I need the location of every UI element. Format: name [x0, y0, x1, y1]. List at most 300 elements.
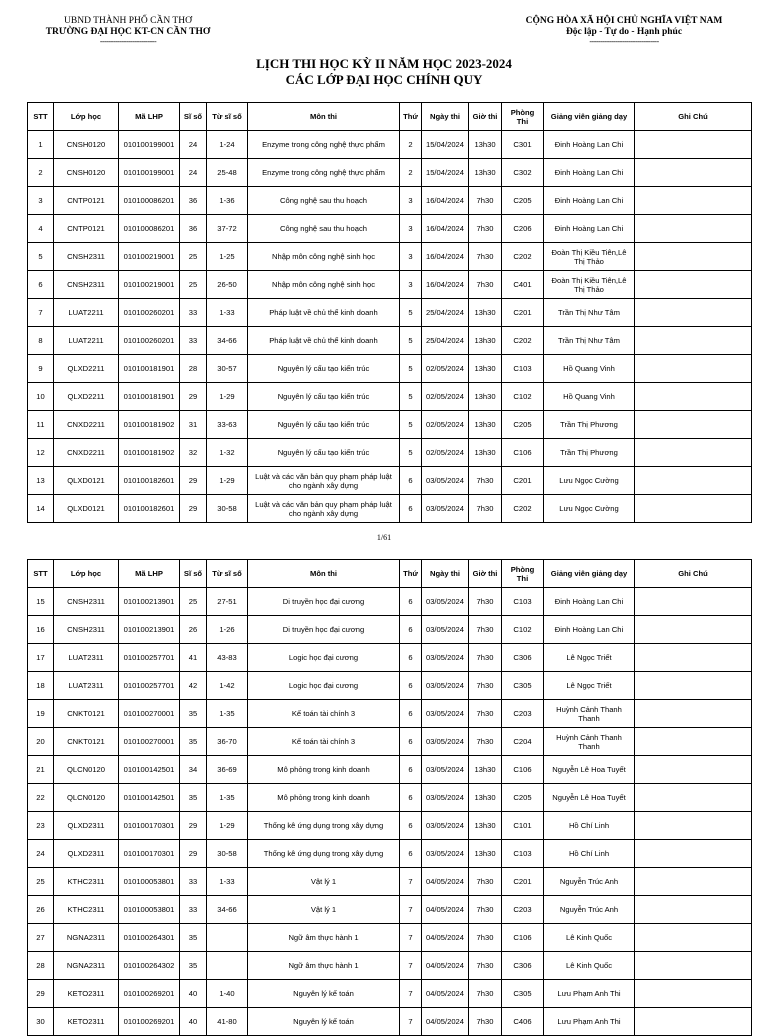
column-header: STT	[28, 560, 54, 588]
subject-cell: Enzyme trong công nghệ thực phẩm	[248, 131, 400, 159]
note-cell	[635, 644, 752, 672]
subject-cell: Kế toán tài chính 3	[248, 700, 400, 728]
exam-date-cell: 02/05/2024	[422, 439, 469, 467]
stt-cell: 27	[28, 924, 54, 952]
national-header	[500, 16, 748, 46]
exam-date-cell: 03/05/2024	[422, 784, 469, 812]
document-subtitle: CÁC LỚP ĐẠI HỌC CHÍNH QUY	[285, 72, 483, 87]
stt-cell: 28	[28, 952, 54, 980]
note-cell	[635, 868, 752, 896]
course-code-cell: 010100053801	[119, 868, 180, 896]
column-header: Ghi Chú	[635, 103, 752, 131]
subject-cell: Nhập môn công nghệ sinh học	[248, 243, 400, 271]
course-code-cell: 010100181902	[119, 411, 180, 439]
subject-cell: Vật lý 1	[248, 896, 400, 924]
class-cell: QLCN0120	[54, 784, 119, 812]
column-header: Phòng Thi	[502, 103, 544, 131]
room-cell: C204	[502, 728, 544, 756]
city-committee-name: UBND THÀNH PHỐ CẦN THƠ	[64, 16, 192, 26]
lecturer-cell: Trần Thị Như Tâm	[544, 327, 635, 355]
class-cell: CNKT0121	[54, 700, 119, 728]
exam-time-cell: 7h30	[469, 672, 502, 700]
table-row	[28, 868, 752, 896]
subject-cell: Logic học đại cương	[248, 672, 400, 700]
stt-cell: 10	[28, 383, 54, 411]
note-cell	[635, 896, 752, 924]
seat-range-cell: 1-29	[207, 812, 248, 840]
note-cell	[635, 243, 752, 271]
lecturer-cell: Hồ Chí Linh	[544, 812, 635, 840]
subject-cell: Thống kê ứng dụng trong xây dựng	[248, 812, 400, 840]
seat-range-cell: 1-40	[207, 980, 248, 1008]
table-row	[28, 299, 752, 327]
stt-cell: 12	[28, 439, 54, 467]
weekday-cell: 7	[400, 924, 422, 952]
weekday-cell: 5	[400, 327, 422, 355]
column-header: Thứ	[400, 103, 422, 131]
course-code-cell: 010100270001	[119, 700, 180, 728]
exam-time-cell: 13h30	[469, 439, 502, 467]
table-row	[28, 411, 752, 439]
column-header: Giờ thi	[469, 560, 502, 588]
weekday-cell: 3	[400, 271, 422, 299]
exam-date-cell: 16/04/2024	[422, 187, 469, 215]
table-row	[28, 159, 752, 187]
note-cell	[635, 672, 752, 700]
seat-range-cell: 43-83	[207, 644, 248, 672]
seat-range-cell: 1-33	[207, 299, 248, 327]
note-cell	[635, 756, 752, 784]
table-row	[28, 812, 752, 840]
course-code-cell: 010100199001	[119, 131, 180, 159]
lecturer-cell: Đinh Hoàng Lan Chi	[544, 131, 635, 159]
university-name: TRƯỜNG ĐẠI HỌC KT-CN CẦN THƠ	[45, 27, 211, 37]
table-row	[28, 756, 752, 784]
stt-cell: 24	[28, 840, 54, 868]
exam-date-cell: 04/05/2024	[422, 868, 469, 896]
stt-cell: 25	[28, 868, 54, 896]
column-header: Giờ thi	[469, 103, 502, 131]
enrollment-cell: 35	[180, 700, 207, 728]
subject-cell: Enzyme trong công nghệ thực phẩm	[248, 159, 400, 187]
column-header: Ngày thi	[422, 560, 469, 588]
seat-range-cell: 36-70	[207, 728, 248, 756]
stt-cell: 22	[28, 784, 54, 812]
exam-date-cell: 16/04/2024	[422, 243, 469, 271]
lecturer-cell: Đinh Hoàng Lan Chi	[544, 588, 635, 616]
table-header-row	[28, 103, 752, 131]
table-row	[28, 187, 752, 215]
lecturer-cell: Lưu Phạm Anh Thi	[544, 980, 635, 1008]
class-cell: KETO2311	[54, 980, 119, 1008]
exam-time-cell: 13h30	[469, 355, 502, 383]
room-cell: C106	[502, 756, 544, 784]
exam-schedule-table-page-1	[27, 102, 752, 523]
column-header: STT	[28, 103, 54, 131]
seat-range-cell: 33-63	[207, 411, 248, 439]
subject-cell: Mô phỏng trong kinh doanh	[248, 784, 400, 812]
exam-date-cell: 03/05/2024	[422, 616, 469, 644]
enrollment-cell: 42	[180, 672, 207, 700]
class-cell: KTHC2311	[54, 896, 119, 924]
exam-date-cell: 04/05/2024	[422, 1008, 469, 1036]
stt-cell: 1	[28, 131, 54, 159]
lecturer-cell: Trần Thị Phương	[544, 411, 635, 439]
room-cell: C106	[502, 924, 544, 952]
exam-date-cell: 03/05/2024	[422, 812, 469, 840]
lecturer-cell: Đinh Hoàng Lan Chi	[544, 159, 635, 187]
enrollment-cell: 29	[180, 495, 207, 523]
class-cell: KETO2311	[54, 1008, 119, 1036]
stt-cell: 4	[28, 215, 54, 243]
table-row	[28, 355, 752, 383]
table-row	[28, 616, 752, 644]
table-row	[28, 672, 752, 700]
course-code-cell: 010100170301	[119, 840, 180, 868]
room-cell: C406	[502, 1008, 544, 1036]
subject-cell: Luật và các văn bản quy phạm pháp luật cho ngành xây dựng	[248, 495, 400, 523]
exam-time-cell: 13h30	[469, 159, 502, 187]
table-row	[28, 243, 752, 271]
seat-range-cell: 34-66	[207, 327, 248, 355]
enrollment-cell: 24	[180, 131, 207, 159]
course-code-cell: 010100181901	[119, 355, 180, 383]
exam-time-cell: 7h30	[469, 495, 502, 523]
subject-cell: Pháp luật về chủ thể kinh doanh	[248, 327, 400, 355]
column-header: Ghi Chú	[635, 560, 752, 588]
column-header: Từ sĩ số	[207, 103, 248, 131]
exam-date-cell: 25/04/2024	[422, 327, 469, 355]
stt-cell: 8	[28, 327, 54, 355]
room-cell: C201	[502, 467, 544, 495]
exam-date-cell: 02/05/2024	[422, 355, 469, 383]
exam-date-cell: 02/05/2024	[422, 383, 469, 411]
seat-range-cell: 30-57	[207, 355, 248, 383]
weekday-cell: 6	[400, 756, 422, 784]
course-code-cell: 010100260201	[119, 327, 180, 355]
column-header: Giảng viên giảng dạy	[544, 560, 635, 588]
exam-schedule-table-page-2	[27, 559, 752, 1036]
seat-range-cell: 1-35	[207, 784, 248, 812]
note-cell	[635, 840, 752, 868]
class-cell: QLXD2211	[54, 383, 119, 411]
column-header: Thứ	[400, 560, 422, 588]
exam-date-cell: 15/04/2024	[422, 131, 469, 159]
exam-time-cell: 13h30	[469, 840, 502, 868]
column-header: Lớp học	[54, 103, 119, 131]
weekday-cell: 5	[400, 383, 422, 411]
exam-date-cell: 03/05/2024	[422, 672, 469, 700]
exam-date-cell: 03/05/2024	[422, 495, 469, 523]
note-cell	[635, 784, 752, 812]
table-row	[28, 439, 752, 467]
weekday-cell: 7	[400, 896, 422, 924]
note-cell	[635, 728, 752, 756]
enrollment-cell: 40	[180, 1008, 207, 1036]
table-header-row	[28, 560, 752, 588]
exam-date-cell: 25/04/2024	[422, 299, 469, 327]
room-cell: C306	[502, 644, 544, 672]
subject-cell: Nhập môn công nghệ sinh học	[248, 271, 400, 299]
exam-time-cell: 13h30	[469, 131, 502, 159]
exam-time-cell: 7h30	[469, 728, 502, 756]
room-cell: C201	[502, 299, 544, 327]
room-cell: C102	[502, 616, 544, 644]
class-cell: LUAT2211	[54, 299, 119, 327]
course-code-cell: 010100182601	[119, 495, 180, 523]
exam-date-cell: 16/04/2024	[422, 271, 469, 299]
class-cell: LUAT2211	[54, 327, 119, 355]
exam-time-cell: 7h30	[469, 868, 502, 896]
exam-time-cell: 7h30	[469, 644, 502, 672]
note-cell	[635, 327, 752, 355]
stt-cell: 15	[28, 588, 54, 616]
subject-cell: Công nghệ sau thu hoạch	[248, 187, 400, 215]
course-code-cell: 010100219001	[119, 271, 180, 299]
enrollment-cell: 25	[180, 271, 207, 299]
weekday-cell: 7	[400, 952, 422, 980]
table-row	[28, 644, 752, 672]
enrollment-cell: 26	[180, 616, 207, 644]
exam-time-cell: 13h30	[469, 299, 502, 327]
course-code-cell: 010100199001	[119, 159, 180, 187]
course-code-cell: 010100086201	[119, 215, 180, 243]
lecturer-cell: Huỳnh Cảnh Thanh Thanh	[544, 728, 635, 756]
national-motto: Độc lập - Tự do - Hạnh phúc	[565, 27, 683, 37]
enrollment-cell: 33	[180, 896, 207, 924]
exam-time-cell: 7h30	[469, 187, 502, 215]
note-cell	[635, 1008, 752, 1036]
seat-range-cell: 1-26	[207, 616, 248, 644]
room-cell: C302	[502, 159, 544, 187]
room-cell: C203	[502, 896, 544, 924]
exam-date-cell: 03/05/2024	[422, 756, 469, 784]
seat-range-cell: 1-36	[207, 187, 248, 215]
room-cell: C401	[502, 271, 544, 299]
exam-time-cell: 7h30	[469, 588, 502, 616]
column-header: Từ sĩ số	[207, 560, 248, 588]
class-cell: CNXD2211	[54, 439, 119, 467]
class-cell: QLXD2311	[54, 812, 119, 840]
stt-cell: 5	[28, 243, 54, 271]
lecturer-cell: Nguyễn Trúc Anh	[544, 896, 635, 924]
weekday-cell: 5	[400, 355, 422, 383]
exam-date-cell: 16/04/2024	[422, 215, 469, 243]
lecturer-cell: Nguyễn Lê Hoa Tuyết	[544, 784, 635, 812]
lecturer-cell: Đinh Hoàng Lan Chi	[544, 187, 635, 215]
subject-cell: Nguyên lý kế toán	[248, 1008, 400, 1036]
subject-cell: Nguyên lý cấu tạo kiến trúc	[248, 355, 400, 383]
exam-time-cell: 7h30	[469, 271, 502, 299]
note-cell	[635, 187, 752, 215]
enrollment-cell: 29	[180, 840, 207, 868]
lecturer-cell: Nguyễn Trúc Anh	[544, 868, 635, 896]
course-code-cell: 010100170301	[119, 812, 180, 840]
page-number: 1/61	[376, 533, 392, 542]
lecturer-cell: Trần Thị Như Tâm	[544, 299, 635, 327]
exam-date-cell: 04/05/2024	[422, 896, 469, 924]
exam-date-cell: 03/05/2024	[422, 588, 469, 616]
enrollment-cell: 41	[180, 644, 207, 672]
table-body	[28, 131, 752, 523]
seat-range-cell: 1-33	[207, 868, 248, 896]
stt-cell: 11	[28, 411, 54, 439]
enrollment-cell: 40	[180, 980, 207, 1008]
room-cell: C305	[502, 672, 544, 700]
stt-cell: 30	[28, 1008, 54, 1036]
exam-time-cell: 7h30	[469, 896, 502, 924]
subject-cell: Luật và các văn bản quy phạm pháp luật cho ngành xây dựng	[248, 467, 400, 495]
enrollment-cell: 25	[180, 588, 207, 616]
note-cell	[635, 299, 752, 327]
table-row	[28, 131, 752, 159]
class-cell: CNTP0121	[54, 215, 119, 243]
column-header: Mã LHP	[119, 103, 180, 131]
weekday-cell: 7	[400, 980, 422, 1008]
seat-range-cell: 1-25	[207, 243, 248, 271]
weekday-cell: 6	[400, 840, 422, 868]
national-title: CỘNG HÒA XÃ HỘI CHỦ NGHĨA VIỆT NAM	[525, 16, 723, 26]
seat-range-cell: 34-66	[207, 896, 248, 924]
column-header: Ngày thi	[422, 103, 469, 131]
lecturer-cell: Hồ Quang Vinh	[544, 383, 635, 411]
class-cell: LUAT2311	[54, 644, 119, 672]
room-cell: C306	[502, 952, 544, 980]
column-header: Phòng Thi	[502, 560, 544, 588]
exam-time-cell: 13h30	[469, 411, 502, 439]
table-row	[28, 952, 752, 980]
course-code-cell: 010100142501	[119, 784, 180, 812]
seat-range-cell: 41-80	[207, 1008, 248, 1036]
lecturer-cell: Lê Kinh Quốc	[544, 924, 635, 952]
room-cell: C103	[502, 840, 544, 868]
weekday-cell: 5	[400, 299, 422, 327]
stt-cell: 6	[28, 271, 54, 299]
lecturer-cell: Lê Ngọc Triết	[544, 644, 635, 672]
room-cell: C205	[502, 187, 544, 215]
stt-cell: 14	[28, 495, 54, 523]
course-code-cell: 010100269201	[119, 980, 180, 1008]
enrollment-cell: 35	[180, 924, 207, 952]
lecturer-cell: Lưu Phạm Anh Thi	[544, 1008, 635, 1036]
exam-time-cell: 7h30	[469, 1008, 502, 1036]
weekday-cell: 5	[400, 439, 422, 467]
class-cell: NGNA2311	[54, 924, 119, 952]
room-cell: C301	[502, 131, 544, 159]
class-cell: CNSH2311	[54, 271, 119, 299]
course-code-cell: 010100142501	[119, 756, 180, 784]
exam-time-cell: 7h30	[469, 980, 502, 1008]
stt-cell: 23	[28, 812, 54, 840]
room-cell: C101	[502, 812, 544, 840]
column-header: Sĩ số	[180, 103, 207, 131]
note-cell	[635, 131, 752, 159]
stt-cell: 7	[28, 299, 54, 327]
note-cell	[635, 952, 752, 980]
note-cell	[635, 467, 752, 495]
enrollment-cell: 33	[180, 868, 207, 896]
stt-cell: 16	[28, 616, 54, 644]
enrollment-cell: 31	[180, 411, 207, 439]
table-row	[28, 588, 752, 616]
exam-time-cell: 13h30	[469, 756, 502, 784]
seat-range-cell: 1-29	[207, 383, 248, 411]
note-cell	[635, 924, 752, 952]
enrollment-cell: 36	[180, 215, 207, 243]
course-code-cell: 010100053801	[119, 896, 180, 924]
course-code-cell: 010100086201	[119, 187, 180, 215]
room-cell: C206	[502, 215, 544, 243]
room-cell: C202	[502, 495, 544, 523]
course-code-cell: 010100182601	[119, 467, 180, 495]
course-code-cell: 010100181902	[119, 439, 180, 467]
subject-cell: Di truyền học đại cương	[248, 588, 400, 616]
subject-cell: Vật lý 1	[248, 868, 400, 896]
lecturer-cell: Lưu Ngọc Cường	[544, 467, 635, 495]
enrollment-cell: 35	[180, 952, 207, 980]
table-row	[28, 467, 752, 495]
enrollment-cell: 33	[180, 327, 207, 355]
note-cell	[635, 616, 752, 644]
weekday-cell: 6	[400, 644, 422, 672]
room-cell: C103	[502, 355, 544, 383]
enrollment-cell: 28	[180, 355, 207, 383]
seat-range-cell: 1-24	[207, 131, 248, 159]
class-cell: QLXD2311	[54, 840, 119, 868]
table-row	[28, 495, 752, 523]
column-header: Lớp học	[54, 560, 119, 588]
enrollment-cell: 32	[180, 439, 207, 467]
table-row	[28, 215, 752, 243]
table-row	[28, 980, 752, 1008]
room-cell: C205	[502, 411, 544, 439]
exam-date-cell: 03/05/2024	[422, 644, 469, 672]
seat-range-cell: 37-72	[207, 215, 248, 243]
stt-cell: 26	[28, 896, 54, 924]
note-cell	[635, 439, 752, 467]
weekday-cell: 3	[400, 187, 422, 215]
enrollment-cell: 35	[180, 784, 207, 812]
course-code-cell: 010100257701	[119, 644, 180, 672]
subject-cell: Thống kê ứng dụng trong xây dựng	[248, 840, 400, 868]
room-cell: C205	[502, 784, 544, 812]
lecturer-cell: Nguyễn Lê Hoa Tuyết	[544, 756, 635, 784]
exam-date-cell: 02/05/2024	[422, 411, 469, 439]
course-code-cell: 010100270001	[119, 728, 180, 756]
weekday-cell: 6	[400, 672, 422, 700]
stt-cell: 29	[28, 980, 54, 1008]
exam-date-cell: 03/05/2024	[422, 467, 469, 495]
class-cell: CNSH2311	[54, 588, 119, 616]
class-cell: QLCN0120	[54, 756, 119, 784]
enrollment-cell: 29	[180, 467, 207, 495]
course-code-cell: 010100181901	[119, 383, 180, 411]
exam-time-cell: 7h30	[469, 700, 502, 728]
course-code-cell: 010100219001	[119, 243, 180, 271]
exam-time-cell: 7h30	[469, 616, 502, 644]
seat-range-cell: 25-48	[207, 159, 248, 187]
stt-cell: 3	[28, 187, 54, 215]
table-row	[28, 383, 752, 411]
exam-time-cell: 13h30	[469, 784, 502, 812]
lecturer-cell: Lưu Ngọc Cường	[544, 495, 635, 523]
class-cell: CNXD2211	[54, 411, 119, 439]
note-cell	[635, 271, 752, 299]
table-row	[28, 1008, 752, 1036]
exam-time-cell: 13h30	[469, 383, 502, 411]
column-header: Mã LHP	[119, 560, 180, 588]
room-cell: C103	[502, 588, 544, 616]
